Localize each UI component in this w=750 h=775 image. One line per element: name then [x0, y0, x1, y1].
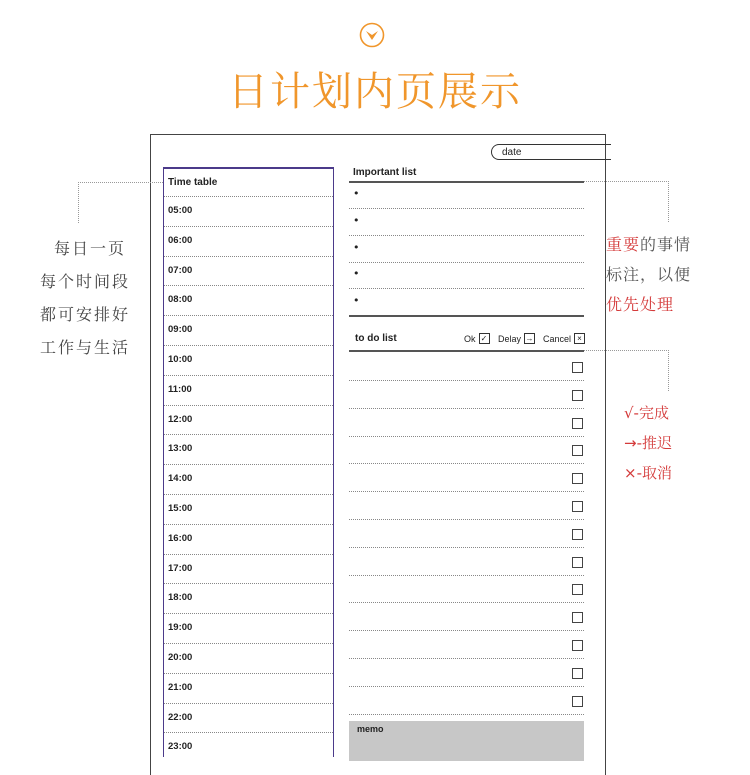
left-annotation-line: 工作与生活 [40, 338, 131, 357]
todo-row-divider [349, 463, 584, 464]
todo-checkbox[interactable] [572, 584, 583, 595]
timetable-hour: 20:00 [168, 652, 193, 663]
timetable-row-divider [164, 613, 333, 614]
left-leader-line [78, 182, 163, 223]
status-legend [624, 398, 672, 488]
right-annotation-text: 标注，以便 [606, 265, 692, 284]
todo-row-divider [349, 491, 584, 492]
timetable-hour: 22:00 [168, 711, 193, 723]
legend-ok [464, 333, 490, 344]
right-annotation-text: 的事情 [640, 235, 692, 254]
memo-label: memo [357, 724, 384, 734]
timetable-row-divider [164, 226, 333, 227]
date-field: date [491, 144, 611, 160]
legend-cancel-text: ×-取消 [624, 464, 672, 482]
arrow-right-icon: → [525, 334, 534, 343]
legend-cancel-label: Cancel [543, 333, 572, 344]
timetable-hour: 16:00 [168, 532, 193, 544]
timetable-hour: 11:00 [168, 383, 192, 395]
timetable-hour: 21:00 [168, 681, 193, 693]
todo-row-divider [349, 602, 584, 603]
timetable-hour: 23:00 [168, 741, 193, 753]
timetable-row-divider [164, 583, 333, 584]
timetable-hour: 07:00 [168, 264, 193, 276]
important-row-divider [349, 235, 584, 236]
todo-checkbox[interactable] [572, 557, 583, 568]
legend-delay-label: Delay [498, 333, 522, 344]
timetable-hour: 12:00 [168, 413, 193, 425]
timetable-row-divider [164, 315, 333, 316]
timetable-row-divider [164, 434, 333, 435]
important-row-divider [349, 208, 584, 209]
timetable-hour: 19:00 [168, 622, 193, 634]
important-bullet: • [353, 213, 360, 227]
todo-checkbox[interactable] [572, 696, 583, 707]
important-bullet: • [353, 187, 360, 200]
timetable-row-divider [164, 673, 333, 674]
timetable-row-divider [164, 732, 333, 733]
timetable-hour: 18:00 [168, 592, 193, 604]
todo-checkbox[interactable] [572, 473, 583, 484]
check-icon: ✓ [479, 333, 490, 344]
timetable-hour: 13:00 [168, 443, 193, 455]
legend-delay [498, 333, 535, 344]
todo-row-divider [349, 714, 584, 715]
todo-row-divider [349, 547, 584, 548]
timetable-hour: 06:00 [168, 234, 193, 246]
timetable-row-divider [164, 405, 333, 406]
todo-checkbox[interactable] [572, 529, 583, 540]
right-annotation [606, 230, 691, 320]
left-annotation [40, 232, 150, 364]
important-list-title: Important list [353, 167, 417, 178]
right-annotation-highlight: 重要 [606, 235, 641, 254]
legend-cancel [543, 333, 585, 344]
todo-divider [349, 350, 584, 352]
important-bullet: • [353, 240, 360, 254]
important-row-divider [349, 262, 584, 263]
timetable-hour: 09:00 [168, 324, 193, 336]
legend-leader-line [584, 350, 669, 391]
timetable-row-divider [164, 285, 333, 286]
left-annotation-line: 每个时间段 [40, 272, 131, 291]
timetable-row-divider [164, 196, 333, 197]
timetable-hour: 14:00 [168, 473, 193, 485]
important-bottom-divider [349, 315, 584, 317]
todo-checkbox[interactable] [572, 362, 583, 373]
page-title: 日计划内页展示 [228, 69, 522, 115]
todo-row-divider [349, 408, 584, 409]
timetable-row-divider [164, 345, 333, 346]
cross-icon: × [574, 333, 585, 344]
timetable-row-divider [164, 554, 333, 555]
todo-row-divider [349, 380, 584, 381]
right-annotation-highlight: 优先处理 [606, 295, 675, 314]
important-row-divider [349, 288, 584, 289]
todo-checkbox[interactable] [572, 640, 583, 651]
todo-checkbox[interactable] [572, 501, 583, 512]
timetable-row-divider [164, 524, 333, 525]
timetable-hour: 05:00 [168, 205, 193, 216]
right-leader-line [584, 181, 669, 222]
legend-ok-label: Ok [464, 333, 476, 344]
legend-delay-text: →-推迟 [624, 434, 672, 452]
left-annotation-line: 都可安排好 [40, 305, 131, 324]
todo-row-divider [349, 658, 584, 659]
todo-checkbox[interactable] [572, 445, 583, 456]
todo-row-divider [349, 519, 584, 520]
todo-checkbox[interactable] [572, 418, 583, 429]
timetable-hour: 15:00 [168, 503, 193, 514]
timetable-row-divider [164, 256, 333, 257]
chevron-down-circle-icon [359, 22, 385, 48]
todo-checkbox[interactable] [572, 668, 583, 679]
timetable-row-divider [164, 494, 333, 495]
left-annotation-line: 每日一页 [54, 239, 127, 258]
important-bullet: • [353, 294, 360, 308]
timetable-hour: 17:00 [168, 562, 193, 574]
timetable-hour: 10:00 [168, 354, 193, 365]
legend-done: √-完成 [624, 404, 669, 422]
timetable-row-divider [164, 703, 333, 704]
timetable-row-divider [164, 464, 333, 465]
timetable-row-divider [164, 375, 333, 376]
todo-checkbox[interactable] [572, 390, 583, 401]
important-bullet: • [353, 267, 360, 281]
todo-row-divider [349, 575, 584, 576]
todo-row-divider [349, 630, 584, 631]
timetable-title: Time table [168, 177, 218, 188]
todo-row-divider [349, 686, 584, 687]
timetable-row-divider [164, 643, 333, 644]
todo-checkbox[interactable] [572, 612, 583, 623]
todo-list-title: to do list [355, 333, 397, 344]
timetable-hour: 08:00 [168, 294, 193, 306]
important-divider [349, 181, 584, 183]
todo-row-divider [349, 436, 584, 437]
memo-box [349, 721, 584, 761]
